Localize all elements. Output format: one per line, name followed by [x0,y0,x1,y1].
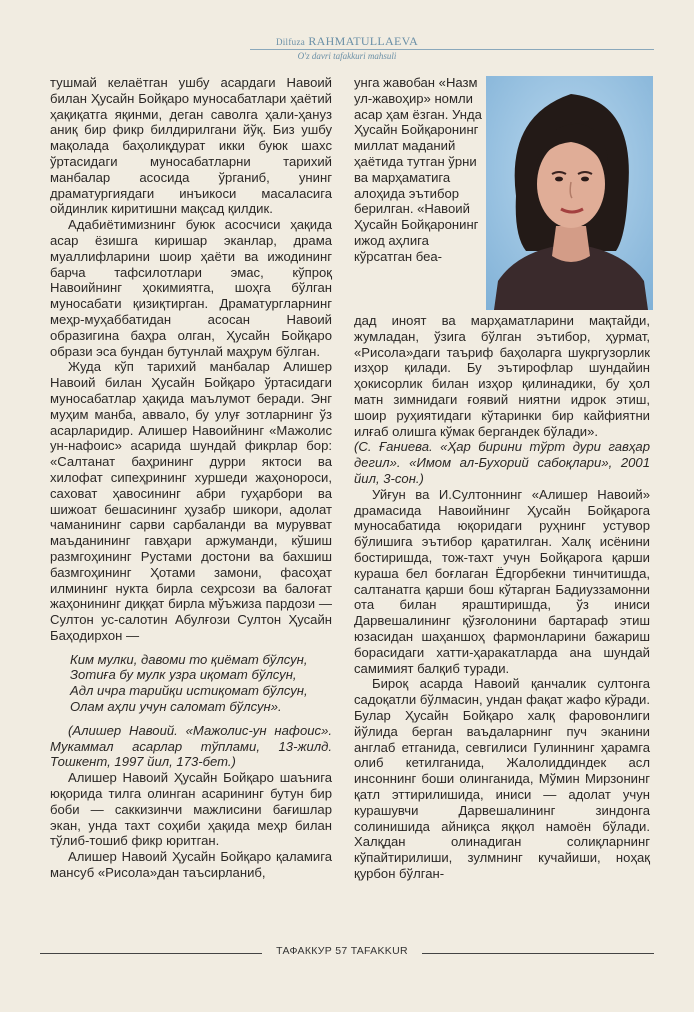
paragraph: Жуда кўп тарихий манбалар Алишер Навоий билан Ҳусайн Бойқаро ўртасидаги муносабатлар ҳақида маълумот беради. Энг муҳим манба, аввало, бу улуғ зотларнинг ўз асарларидир. Алишер Навоийнинг «Мажолис ун-нафоис» асарида шундай фикрлар бор: «Салтанат баҳрининг дурри яктоси ва хилофат сипеҳрининг хуршеди жаҳонороси, саховат ҳавосининг абри гуҳарбори ва шижоат бешасининг ҳузабр шикори, адолат чаманининг сарви сарбаланди ва мурувват маъданининг гавҳари аржуманди, кўшиш размгоҳининг Рустами достони ва бахшиш базмгоҳининг Ҳотами замони, фасоҳат илмининг нукта бирла сеҳрсози ва балоғат жаҳонининг диққат бирла мўъжиза пардози — Султон ус-салотин Абулғози Султон Ҳусайн Баҳодирхон — [50,359,332,643]
footer-journal-cyrillic: ТАФАККУР [276,945,333,957]
citation: (Алишер Навоий. «Мажолис-ун нафоис». Мукаммал асарлар тўплами, 13-жилд. Тошкент, 1997 йил, 173-бет.) [50,722,332,770]
paragraph: Алишер Навоий Ҳусайн Бойқаро шаънига юқорида тилга олинган асарининг бутун бир боби — саккизинчи мажлисини бағишлар экан, унда тахт соҳиби ҳақида меҳр билан тўлиб-тошиб фикр юритган. [50,770,332,849]
author-last-name: RAHMATULLAEVA [308,34,419,48]
paragraph: тушмай келаётган ушбу асардаги Навоий билан Ҳусайн Бойқаро муносабатлари ҳаётий ҳақиқатга яқинми, деган саволга ҳали-ҳануз аниқ бир фикр билдирилгани йўқ. Биз ушбу мақолада баҳолиқдурат икки буюк шахс ўртасидаги муносабатларни тарихий манбалар асосида ўрганиб, унинг драматургиядаги инъикоси масаласига ойдинлик киритишни мақсад қилдик. [50,75,332,217]
verse-line: Ким мулки, давоми то қиёмат бўлсун, [70,651,308,667]
page-number: 57 [335,945,348,957]
paragraph: Бироқ асарда Навоий қанчалик султонга садоқатли бўлмасин, ундан фақат жафо кўради. Булар Ҳусайн Бойқаро халқ фаровонлиги йўлида берган ваъдаларнинг пуч эканини англаб етганида, севгилиси Гулиннинг ҳарамга олиб кетилганида, Жалолиддиндек асл инсоннинг боши олинганида, Мўмин Мирзонинг қатл эттирилишида, иниси — адолат учун курашувчи Дарвешалининг зиндонга солинишида айниқса яққол намоён бўлади. Халқдан олинадиган солиқларнинг кўпайтирилиши, зулмнинг кучайиши, ноҳақ қурбон бўлган- [354,676,650,881]
paragraph: Уйғун ва И.Султоннинг «Алишер Навоий» драмасида Навоийнинг Ҳусайн Бойқарога муносабатида юқоридаги руҳнинг устувор бўлишига эътибор қаратилган. Халқ исёнини бостиришда, тож-тахт учун Бойқарога қарши кураша бел боғлаган Ёдгорбекни тинчитишда, салтанатга қарши бош кўтарган Бадиуззамонни ота билан яраштиришда, ўз иниси Дарвешалининг қўзғолонини бартараф этиш юзасидан шаҳаншоҳ фармонларини бажариш борасидаги хатти-ҳаракатларда ана шундай самимият балқиб туради. [354,486,650,676]
footer-journal-latin: TAFAKKUR [350,945,408,957]
left-column [50,75,332,881]
page-footer [262,945,422,957]
paragraph: дад иноят ва марҳаматларини мақтайди, жумладан, ўзига бўлган эътибор, ҳурмат, «Рисола»даги таъриф баҳоларга шукргузорлик изҳор қилади. Бу эътирофлар шундайин ҳокисорлик билан изҳор қилинадики, бу ҳол матн зимнидаги ғоявий ниятни идрок этиш, шоир руҳиятидаги кўтаринки бир кайфиятни илғаб олишга кўмак бергандек бўлади». [354,313,650,439]
verse-quote [70,652,332,715]
author-portrait-photo [486,76,653,310]
verse-line: Зотиға бу мулк узра иқомат бўлсун, [70,667,297,683]
footer-rule-left [40,953,262,954]
right-column-top [354,75,482,265]
paragraph: Алишер Навоий Ҳусайн Бойқаро қаламига мансуб «Рисола»дан таъсирланиб, [50,849,332,881]
footer-rule-right [422,953,654,954]
verse-line: Адл ичра тарийқи истиқомат бўлсун, [70,683,308,699]
paragraph: Адабиётимизнинг буюк асосчиси ҳақида асар ёзишга киришар эканлар, драма муаллифларини шоир ҳаёти ва ижодининг барча тафсилотлари эмас, кўпроқ Навоийнинг ҳокимиятга, шоҳга бўлган муносабати қизиқтирган. Драматургларнинг меҳр-муҳаббатидан асосан Навоий образигина баҳра олган, Ҳусайн Бойқаро образи эса бундан бутунлай маҳрум бўлган. [50,217,332,359]
verse-line: Олам аҳли учун саломат бўлсун». [70,699,282,715]
header-rule [250,49,654,50]
running-header-subtitle: O'z davri tafakkuri mahsuli [297,51,397,61]
paragraph: унга жавобан «Назм ул-жавоҳир» номли асар ҳам ёзган. Унда Ҳусайн Бойқаронинг миллат маданий ҳаётида тутган ўрни ва марҳаматига алоҳида эътибор берилган. «Навоий Ҳусайн Бойқаронинг ижод аҳлига кўрсатган беа- [354,75,482,264]
right-column [354,313,650,882]
author-first-name: Dilfuza [275,37,306,47]
citation: (С. Ғаниева. «Ҳар бирини тўрт дури гавҳар дегил». «Имом ал-Бухорий сабоқлари», 2001 йил, 3-сон.) [354,439,650,486]
running-header-author [0,34,694,49]
